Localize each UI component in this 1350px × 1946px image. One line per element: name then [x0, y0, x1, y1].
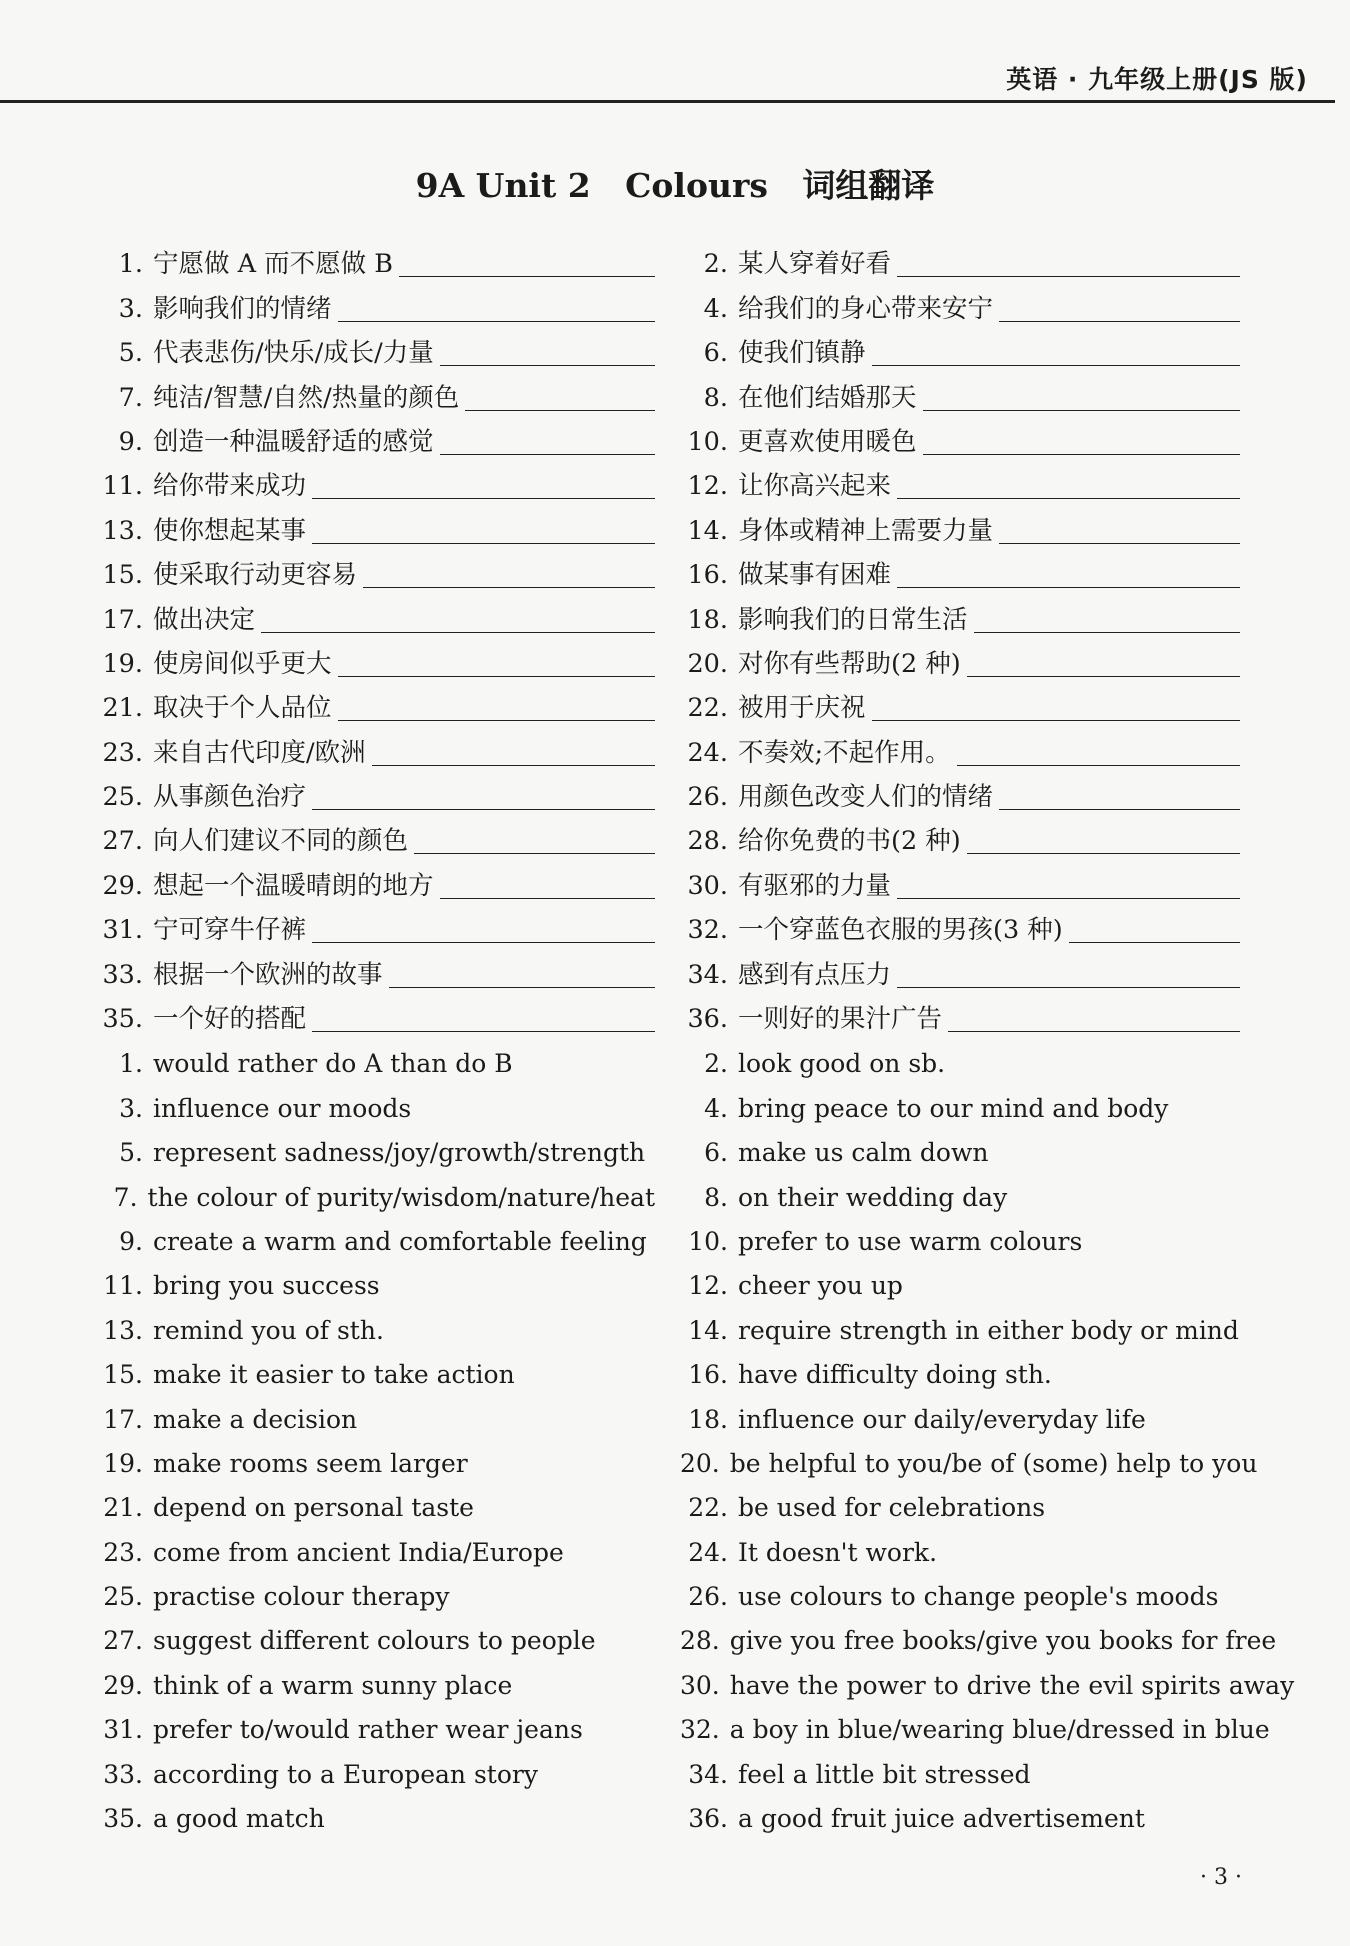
chinese-phrase-row [95, 368, 655, 412]
answer-blank-line[interactable] [312, 1005, 655, 1032]
item-number: 30. [687, 870, 728, 901]
english-answer-row [680, 1612, 1277, 1656]
item-number: 16. [688, 1360, 728, 1390]
item-text: bring you success [153, 1271, 380, 1301]
item-number: 8. [704, 1182, 728, 1212]
item-text: 给我们的身心带来安宁 [738, 293, 994, 324]
item-number: 32. [680, 1715, 720, 1745]
item-text: according to a European story [153, 1759, 538, 1789]
item-text: 一个穿蓝色衣服的男孩(3 种) [738, 915, 1063, 946]
item-text: would rather do A than do B [153, 1049, 513, 1079]
english-answer-row [680, 1435, 1258, 1479]
item-number: 34. [687, 959, 728, 990]
english-answer-row [95, 1701, 655, 1745]
chinese-phrase-row [680, 812, 1240, 856]
item-number: 34. [688, 1759, 728, 1789]
item-number: 1. [119, 1049, 143, 1079]
item-number: 31. [103, 1715, 143, 1745]
item-text: 宁可穿牛仔裤 [153, 915, 307, 946]
chinese-phrase-row [95, 546, 655, 590]
english-answer-row [95, 1390, 655, 1434]
item-number: 18. [688, 1404, 728, 1434]
item-text: make it easier to take action [153, 1360, 515, 1390]
item-text: make rooms seem larger [153, 1448, 468, 1478]
english-answer-row [95, 1213, 655, 1257]
item-text: 用颜色改变人们的情绪 [738, 782, 994, 813]
english-answer-row [680, 1390, 1240, 1434]
item-number: 6. [703, 338, 728, 369]
answer-blank-line[interactable] [999, 783, 1240, 810]
chinese-phrase-row [95, 768, 655, 812]
english-answer-row [95, 1124, 655, 1168]
answer-blank-line[interactable] [312, 517, 655, 544]
chinese-phrase-row [95, 235, 655, 279]
answer-blank-line[interactable] [897, 472, 1240, 499]
item-text: 宁愿做 A 而不愿做 B [153, 249, 393, 280]
item-number: 3. [118, 293, 143, 324]
item-number: 1. [118, 249, 143, 280]
item-text: a good match [153, 1804, 325, 1834]
item-number: 28. [687, 826, 728, 857]
english-answer-row [95, 1568, 655, 1612]
english-answer-row [680, 1479, 1240, 1523]
item-number: 32. [687, 915, 728, 946]
chinese-phrase-row [95, 324, 655, 368]
answer-blank-line[interactable] [872, 339, 1240, 366]
item-number: 21. [103, 1493, 143, 1523]
answer-blank-line[interactable] [399, 250, 655, 277]
english-answers-left-column [95, 1035, 655, 1834]
item-text: 有驱邪的力量 [738, 870, 892, 901]
english-answer-row [680, 1079, 1240, 1123]
english-answer-row [680, 1168, 1240, 1212]
item-number: 9. [119, 1226, 143, 1256]
answer-blank-line[interactable] [999, 295, 1240, 322]
english-answer-row [95, 1656, 655, 1700]
item-text: 影响我们的日常生活 [738, 604, 968, 635]
item-text: come from ancient India/Europe [153, 1537, 564, 1567]
chinese-phrase-row [95, 990, 655, 1034]
answer-blank-line[interactable] [363, 561, 655, 588]
item-text: suggest different colours to people [153, 1626, 596, 1656]
chinese-phrase-row [95, 812, 655, 856]
item-text: 使房间似乎更大 [153, 648, 332, 679]
item-text: 来自古代印度/欧洲 [153, 737, 366, 768]
answer-blank-line[interactable] [897, 561, 1240, 588]
english-answer-row [95, 1612, 655, 1656]
english-answer-row [95, 1079, 655, 1123]
item-text: 想起一个温暖晴朗的地方 [153, 870, 434, 901]
item-number: 16. [687, 560, 728, 591]
english-answer-row [680, 1523, 1240, 1567]
english-answer-row [680, 1213, 1240, 1257]
chinese-phrase-row [95, 856, 655, 900]
chinese-phrase-row [680, 368, 1240, 412]
item-number: 13. [103, 1315, 143, 1345]
chinese-phrases-left-column [95, 235, 655, 1034]
chinese-phrase-row [680, 590, 1240, 634]
item-number: 33. [102, 959, 143, 990]
chinese-phrase-row [95, 901, 655, 945]
chinese-phrase-row [680, 856, 1240, 900]
answer-blank-line[interactable] [312, 916, 655, 943]
item-number: 17. [102, 604, 143, 635]
item-text: depend on personal taste [153, 1493, 474, 1523]
item-number: 5. [118, 338, 143, 369]
item-number: 12. [687, 471, 728, 502]
item-text: be used for celebrations [738, 1493, 1046, 1523]
item-text: 使采取行动更容易 [153, 560, 358, 591]
english-answer-row [680, 1257, 1240, 1301]
chinese-phrase-row [680, 457, 1240, 501]
item-text: prefer to/would rather wear jeans [153, 1715, 583, 1745]
english-answer-row [95, 1523, 655, 1567]
item-number: 26. [688, 1582, 728, 1612]
answer-blank-line[interactable] [440, 428, 655, 455]
item-number: 9. [118, 426, 143, 457]
item-text: 被用于庆祝 [738, 693, 866, 724]
item-text: 做某事有困难 [738, 560, 892, 591]
english-answer-row [680, 1124, 1240, 1168]
item-number: 24. [688, 1537, 728, 1567]
item-text: the colour of purity/wisdom/nature/heat [147, 1182, 655, 1212]
item-number: 15. [103, 1360, 143, 1390]
english-answer-row [95, 1168, 655, 1212]
answer-blank-line[interactable] [897, 250, 1240, 277]
chinese-phrase-row [680, 635, 1240, 679]
item-text: give you free books/give you books for free [729, 1626, 1277, 1656]
item-text: make us calm down [738, 1138, 989, 1168]
answer-blank-line[interactable] [338, 295, 655, 322]
item-text: practise colour therapy [153, 1582, 450, 1612]
chinese-phrase-row [95, 590, 655, 634]
chinese-phrase-row [680, 235, 1240, 279]
item-number: 36. [688, 1804, 728, 1834]
item-number: 17. [103, 1404, 143, 1434]
answer-blank-line[interactable] [999, 517, 1240, 544]
item-number: 2. [703, 249, 728, 280]
chinese-phrases-right-column [680, 235, 1240, 1034]
item-number: 12. [688, 1271, 728, 1301]
item-text: bring peace to our mind and body [738, 1093, 1169, 1123]
item-number: 35. [102, 1004, 143, 1035]
answer-blank-line[interactable] [414, 827, 655, 854]
item-number: 5. [119, 1138, 143, 1168]
item-number: 18. [687, 604, 728, 635]
english-answer-row [95, 1346, 655, 1390]
item-text: 一个好的搭配 [153, 1004, 307, 1035]
english-answer-row [95, 1257, 655, 1301]
answer-blank-line[interactable] [872, 694, 1240, 721]
chinese-phrase-row [95, 457, 655, 501]
item-text: a boy in blue/wearing blue/dressed in blue [729, 1715, 1270, 1745]
english-answer-row [95, 1745, 655, 1789]
answer-blank-line[interactable] [440, 872, 655, 899]
item-number: 23. [103, 1537, 143, 1567]
item-number: 4. [704, 1093, 728, 1123]
item-number: 2. [704, 1049, 728, 1079]
chinese-phrase-row [680, 501, 1240, 545]
chinese-phrase-row [680, 279, 1240, 323]
item-number: 27. [103, 1626, 143, 1656]
item-text: require strength in either body or mind [738, 1315, 1239, 1345]
header-rule [0, 100, 1335, 103]
english-answer-row [680, 1701, 1270, 1745]
item-text: 给你免费的书(2 种) [738, 826, 961, 857]
item-text: remind you of sth. [153, 1315, 384, 1345]
item-number: 33. [103, 1759, 143, 1789]
item-text: 影响我们的情绪 [153, 293, 332, 324]
item-text: 某人穿着好看 [738, 249, 892, 280]
item-number: 15. [102, 560, 143, 591]
english-answer-row [680, 1035, 1240, 1079]
answer-blank-line[interactable] [372, 739, 655, 766]
item-number: 25. [102, 782, 143, 813]
english-answer-row [95, 1035, 655, 1079]
chinese-phrase-row [95, 635, 655, 679]
answer-blank-line[interactable] [967, 827, 1240, 854]
answer-blank-line[interactable] [261, 606, 655, 633]
item-number: 14. [687, 515, 728, 546]
english-answer-row [680, 1568, 1240, 1612]
item-number: 11. [103, 1271, 143, 1301]
item-number: 22. [688, 1493, 728, 1523]
item-number: 10. [687, 426, 728, 457]
item-text: prefer to use warm colours [738, 1226, 1083, 1256]
answer-blank-line[interactable] [465, 384, 655, 411]
item-text: 在他们结婚那天 [738, 382, 917, 413]
english-answers-right-column [680, 1035, 1295, 1834]
english-answer-row [680, 1346, 1240, 1390]
item-number: 7. [113, 1182, 138, 1212]
english-answer-row [680, 1656, 1295, 1700]
page-title: 9A Unit 2 Colours 词组翻译 [415, 166, 935, 205]
chinese-phrase-row [680, 546, 1240, 590]
answer-blank-line[interactable] [338, 650, 655, 677]
answer-blank-line[interactable] [338, 694, 655, 721]
item-text: It doesn't work. [738, 1537, 938, 1567]
english-answer-row [680, 1301, 1240, 1345]
item-text: have the power to drive the evil spirits away [729, 1670, 1295, 1700]
chinese-phrase-row [680, 324, 1240, 368]
item-text: think of a warm sunny place [153, 1670, 513, 1700]
english-answer-row [680, 1790, 1240, 1834]
answer-blank-line[interactable] [948, 1005, 1240, 1032]
item-number: 13. [102, 515, 143, 546]
chinese-phrase-row [680, 990, 1240, 1034]
book-title: 英语 · 九年级上册(JS 版) [1006, 65, 1308, 94]
item-number: 19. [102, 648, 143, 679]
chinese-phrase-row [95, 945, 655, 989]
chinese-phrase-row [680, 768, 1240, 812]
item-number: 4. [703, 293, 728, 324]
answer-blank-line[interactable] [312, 472, 655, 499]
english-answer-row [95, 1301, 655, 1345]
answer-blank-line[interactable] [897, 961, 1240, 988]
item-text: 更喜欢使用暖色 [738, 426, 917, 457]
item-number: 26. [687, 782, 728, 813]
item-number: 7. [118, 382, 143, 413]
item-text: represent sadness/joy/growth/strength [153, 1138, 646, 1168]
item-number: 30. [680, 1670, 720, 1700]
item-number: 19. [103, 1448, 143, 1478]
item-number: 6. [704, 1138, 728, 1168]
item-text: 对你有些帮助(2 种) [738, 648, 961, 679]
answer-blank-line[interactable] [923, 384, 1240, 411]
item-text: create a warm and comfortable feeling [153, 1226, 647, 1256]
item-text: influence our daily/everyday life [738, 1404, 1146, 1434]
item-number: 24. [687, 737, 728, 768]
item-text: 做出决定 [153, 604, 256, 635]
item-text: be helpful to you/be of (some) help to you [729, 1448, 1258, 1478]
page-number: · 3 · [1200, 1865, 1242, 1890]
item-text: 纯洁/智慧/自然/热量的颜色 [153, 382, 460, 413]
item-text: 感到有点压力 [738, 959, 892, 990]
item-number: 14. [688, 1315, 728, 1345]
item-text: 身体或精神上需要力量 [738, 515, 994, 546]
item-text: 创造一种温暖舒适的感觉 [153, 426, 434, 457]
item-text: feel a little bit stressed [738, 1759, 1031, 1789]
item-text: use colours to change people's moods [738, 1582, 1219, 1612]
item-number: 29. [102, 870, 143, 901]
item-text: 使我们镇静 [738, 338, 866, 369]
item-text: 给你带来成功 [153, 471, 307, 502]
item-text: 取决于个人品位 [153, 693, 332, 724]
item-text: make a decision [153, 1404, 358, 1434]
chinese-phrase-row [95, 723, 655, 767]
item-text: have difficulty doing sth. [738, 1360, 1052, 1390]
item-text: 代表悲伤/快乐/成长/力量 [153, 338, 434, 369]
item-text: influence our moods [153, 1093, 412, 1123]
item-number: 10. [688, 1226, 728, 1256]
item-number: 25. [103, 1582, 143, 1612]
item-text: 一则好的果汁广告 [738, 1004, 943, 1035]
english-answer-row [95, 1479, 655, 1523]
item-number: 3. [119, 1093, 143, 1123]
item-text: cheer you up [738, 1271, 903, 1301]
item-number: 36. [687, 1004, 728, 1035]
item-number: 11. [102, 471, 143, 502]
item-number: 28. [680, 1626, 720, 1656]
item-number: 20. [680, 1448, 720, 1478]
page-header [0, 0, 1350, 105]
chinese-phrase-row [95, 679, 655, 723]
chinese-phrase-row [95, 501, 655, 545]
item-text: 向人们建议不同的颜色 [153, 826, 409, 857]
item-text: 从事颜色治疗 [153, 782, 307, 813]
answer-blank-line[interactable] [897, 872, 1240, 899]
item-number: 29. [103, 1670, 143, 1700]
item-number: 20. [687, 648, 728, 679]
chinese-phrase-row [680, 679, 1240, 723]
item-number: 23. [102, 737, 143, 768]
item-text: a good fruit juice advertisement [738, 1804, 1145, 1834]
item-text: 让你高兴起来 [738, 471, 892, 502]
answer-blank-line[interactable] [923, 428, 1240, 455]
answer-blank-line[interactable] [389, 961, 655, 988]
item-number: 21. [102, 693, 143, 724]
item-text: on their wedding day [738, 1182, 1008, 1212]
answer-blank-line[interactable] [974, 606, 1240, 633]
chinese-phrase-row [680, 901, 1240, 945]
item-number: 35. [103, 1804, 143, 1834]
english-answer-row [95, 1790, 655, 1834]
chinese-phrase-row [680, 413, 1240, 457]
item-text: look good on sb. [738, 1049, 946, 1079]
english-answer-row [680, 1745, 1240, 1789]
item-text: 使你想起某事 [153, 515, 307, 546]
answer-blank-line[interactable] [957, 739, 1240, 766]
item-text: 根据一个欧洲的故事 [153, 959, 383, 990]
item-number: 22. [687, 693, 728, 724]
chinese-phrase-row [680, 723, 1240, 767]
english-answer-row [95, 1435, 655, 1479]
answer-blank-line[interactable] [1069, 916, 1240, 943]
chinese-phrase-row [95, 279, 655, 323]
item-number: 8. [703, 382, 728, 413]
answer-blank-line[interactable] [312, 783, 655, 810]
chinese-phrase-row [95, 413, 655, 457]
answer-blank-line[interactable] [967, 650, 1240, 677]
item-number: 31. [102, 915, 143, 946]
item-text: 不奏效;不起作用。 [738, 737, 951, 768]
answer-blank-line[interactable] [440, 339, 655, 366]
item-number: 27. [102, 826, 143, 857]
chinese-phrase-row [680, 945, 1240, 989]
